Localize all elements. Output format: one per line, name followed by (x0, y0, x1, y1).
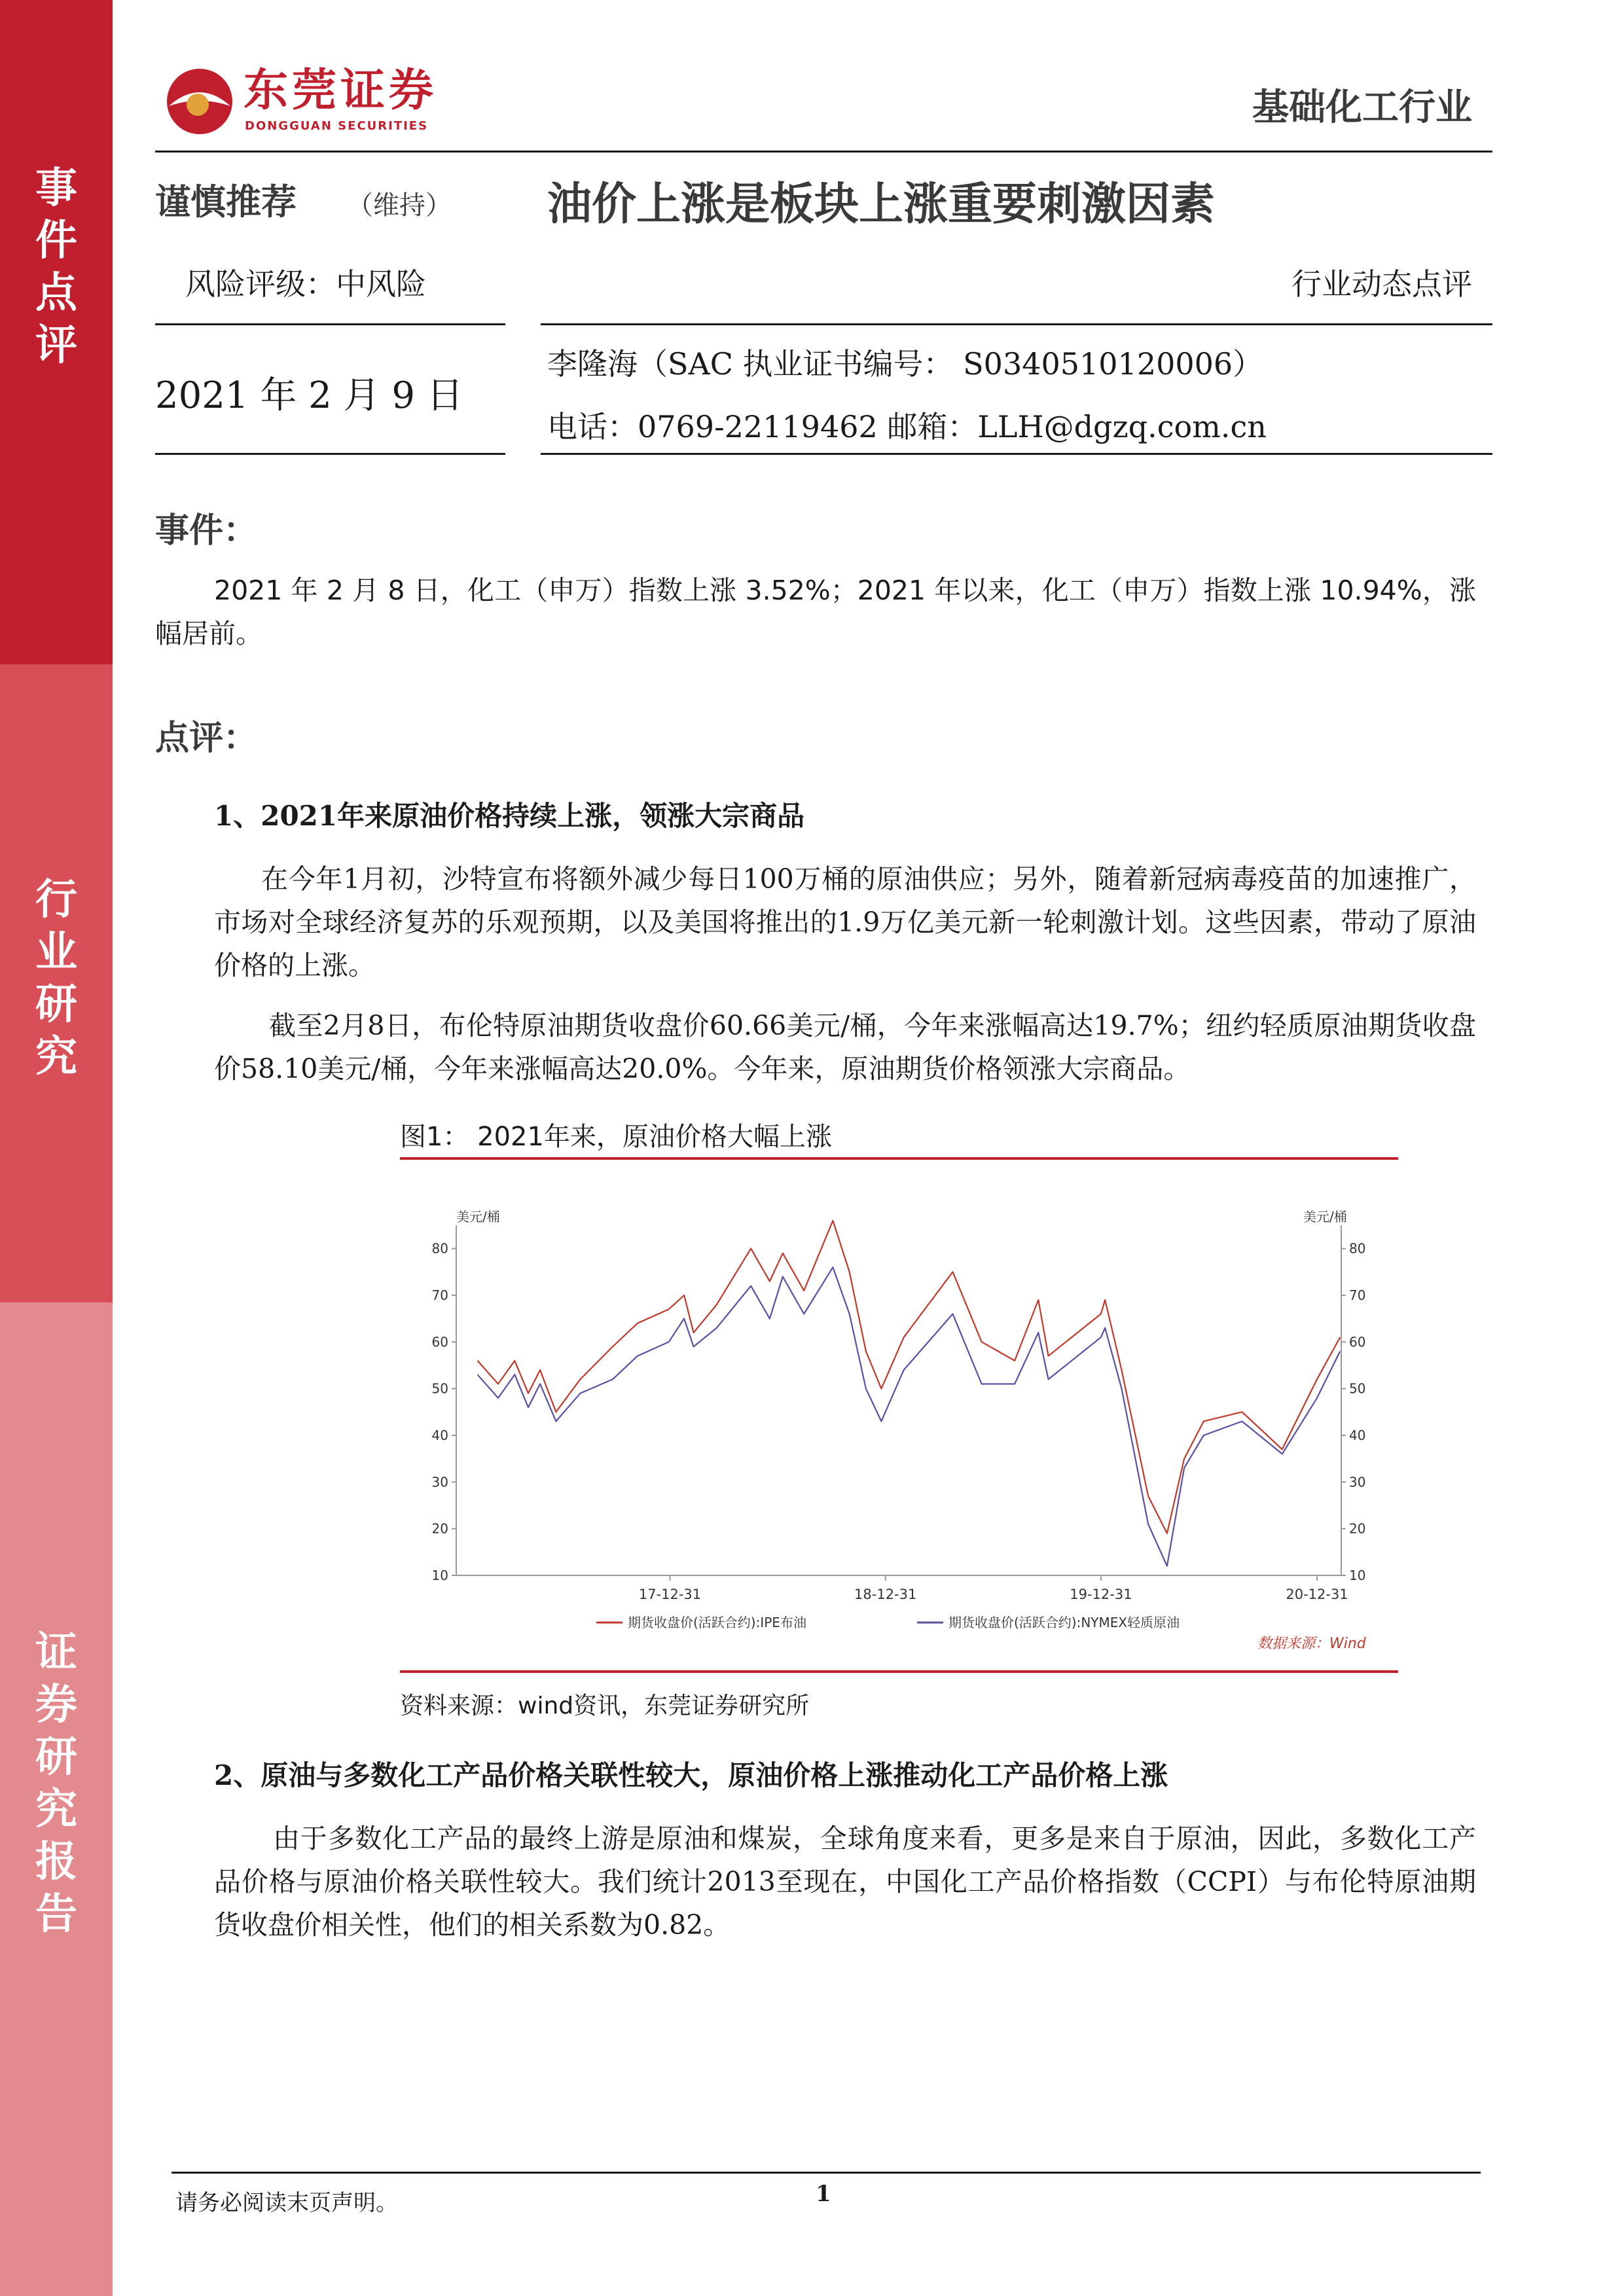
y-tick-label-left: 30 (431, 1474, 448, 1490)
chart-watermark: 数据来源：Wind (1257, 1636, 1366, 1652)
brent-series-line (478, 1221, 1341, 1534)
x-tick-label: 18-12-31 (854, 1587, 917, 1602)
company-logo (164, 65, 465, 137)
y-tick-label-right: 30 (1349, 1474, 1366, 1490)
section-1-para-2: 截至2月8日，布伦特原油期货收盘价60.66美元/桶，今年来涨幅高达19.7%；纽约轻质原油期货收盘价58.10美元/桶，今年来涨幅高达20.0%。今年来，原油期货价格领涨大宗商品。 (214, 1010, 1476, 1085)
risk-rating: 风险评级：中风险 (185, 266, 426, 302)
section-2-para: 由于多数化工产品的最终上游是原油和煤炭，全球角度来看，更多是来自于原油，因此，多数化工产品价格与原油价格关联性较大。我们统计2013至现在，中国化工产品价格指数（CCPI）与布伦特原油期货收盘价相关性，他们的相关系数为0.82。 (214, 1823, 1476, 1941)
rating-note: （维持） (347, 190, 452, 221)
industry-name: 基础化工行业 (1252, 86, 1472, 129)
logo-name-en: DONGGUAN SECURITIES (245, 119, 429, 133)
y-tick-label-left: 50 (431, 1380, 448, 1397)
y-tick-label-right: 80 (1349, 1240, 1366, 1257)
rating-value: 谨慎推荐 (155, 181, 297, 223)
section-2-title: 2、原油与多数化工产品价格关联性较大，原油价格上涨推动化工产品价格上涨 (214, 1759, 1168, 1791)
date-rule (155, 453, 505, 455)
y-tick-label-left: 40 (431, 1427, 448, 1443)
event-heading: 事件： (155, 511, 258, 550)
y-tick-label-left: 80 (431, 1240, 448, 1257)
title-rule (541, 323, 1492, 325)
contact-line: 电话：0769-22119462 邮箱：LLH@dgzq.com.cn (547, 409, 1267, 444)
figure-bottom-rule (400, 1670, 1398, 1673)
y-tick-label-left: 70 (431, 1287, 448, 1303)
report-title: 油价上涨是板块上涨重要刺激因素 (547, 179, 1216, 230)
contact-rule (541, 453, 1492, 455)
section-1-para-1: 在今年1月初，沙特宣布将额外减少每日100万桶的原油供应；另外，随着新冠病毒疫苗的加速推广，市场对全球经济复苏的乐观预期，以及美国将推出的1.9万亿美元新一轮刺激计划。这些因素，带动了原油价格的上涨。 (214, 863, 1476, 981)
rating-rule (155, 323, 505, 325)
event-text: 2021 年 2 月 8 日，化工（申万）指数上涨 3.52%；2021 年以来，化工（申万）指数上涨 10.94%，涨幅居前。 (155, 575, 1476, 649)
page-number: 1 (816, 2181, 831, 2207)
y-unit-left: 美元/桶 (456, 1209, 500, 1225)
x-tick-label: 17-12-31 (638, 1587, 702, 1602)
figure-caption: 图1： 2021年来，原油价格大幅上涨 (400, 1122, 832, 1152)
comment-heading: 点评： (155, 719, 258, 758)
header-rule (155, 151, 1492, 152)
y-tick-label-right: 40 (1349, 1427, 1366, 1443)
x-tick-label: 19-12-31 (1070, 1587, 1132, 1602)
y-tick-label-left: 20 (431, 1520, 448, 1537)
side-label-event: 事件点评 (35, 164, 77, 370)
side-band-research (0, 664, 113, 1302)
analyst-line: 李隆海（SAC 执业证书编号： S0340510120006） (547, 346, 1263, 382)
side-band-report (0, 1302, 113, 2296)
y-tick-label-right: 50 (1349, 1380, 1366, 1397)
legend-label: 期货收盘价(活跃合约):NYMEX轻质原油 (948, 1615, 1180, 1630)
y-tick-label-right: 20 (1349, 1520, 1366, 1537)
report-date: 2021 年 2 月 9 日 (155, 374, 463, 417)
y-tick-label-right: 70 (1349, 1287, 1366, 1303)
section-1-title: 1、2021年来原油价格持续上涨，领涨大宗商品 (214, 800, 805, 832)
side-band-event (0, 0, 113, 664)
x-tick-label: 20-12-31 (1286, 1587, 1348, 1602)
y-unit-right: 美元/桶 (1303, 1209, 1347, 1225)
side-label-report: 证券研究报告 (35, 1628, 77, 1939)
figure-source: 资料来源：wind资讯，东莞证券研究所 (400, 1693, 810, 1719)
wti-series-line (478, 1267, 1341, 1566)
legend-label: 期货收盘价(活跃合约):IPE布油 (628, 1615, 806, 1630)
y-tick-label-left: 60 (431, 1334, 448, 1350)
y-tick-label-left: 10 (431, 1568, 448, 1583)
side-label-research: 行业研究 (35, 876, 77, 1081)
footer-notice: 请务必阅读末页声明。 (175, 2190, 398, 2216)
report-type: 行业动态点评 (1291, 266, 1472, 302)
y-tick-label-right: 10 (1349, 1568, 1366, 1583)
y-tick-label-right: 60 (1349, 1334, 1366, 1350)
oil-price-chart (400, 1160, 1398, 1670)
logo-mark-icon (164, 65, 236, 137)
footer-rule (171, 2172, 1481, 2174)
logo-name-cn: 东莞证券 (244, 64, 438, 117)
